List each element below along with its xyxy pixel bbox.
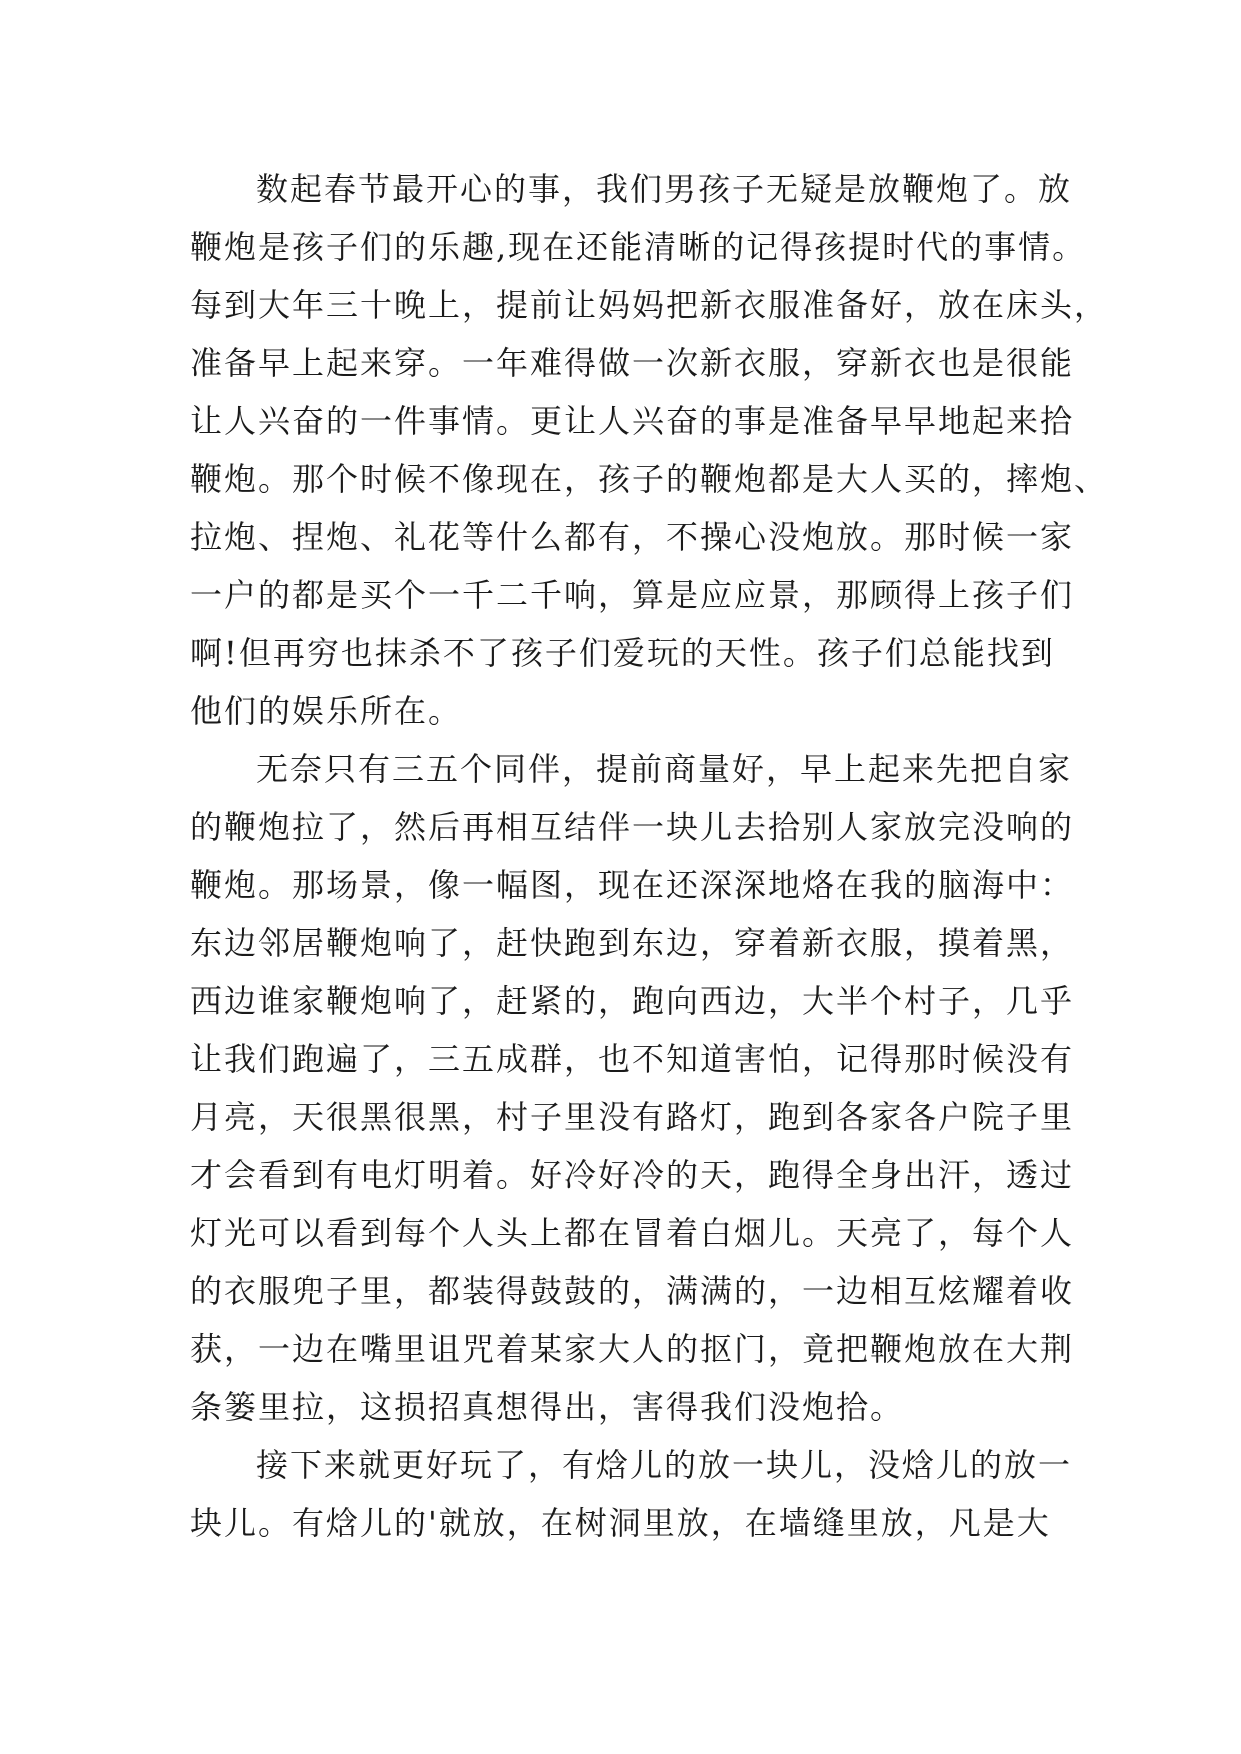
- text-line: 条篓里拉，这损招真想得出，害得我们没炮拾。: [190, 1388, 905, 1426]
- text-line: 一户的都是买个一千二千响，算是应应景，那顾得上孩子们: [190, 576, 1075, 614]
- text-line: 块儿。有焓儿的'就放，在树洞里放，在墙缝里放，凡是大: [190, 1504, 1051, 1542]
- text-line: 的鞭炮拉了，然后再相互结伴一块儿去拾别人家放完没响的: [190, 808, 1075, 846]
- text-line: 啊!但再穷也抹杀不了孩子们爱玩的天性。孩子们总能找到: [190, 634, 1055, 672]
- text-line: 获，一边在嘴里诅咒着某家大人的抠门，竟把鞭炮放在大荆: [190, 1330, 1075, 1368]
- text-line: 数起春节最开心的事，我们男孩子无疑是放鞭炮了。放: [256, 170, 1073, 208]
- text-line: 接下来就更好玩了，有焓儿的放一块儿，没焓儿的放一: [256, 1446, 1073, 1484]
- text-line: 鞭炮。那场景，像一幅图，现在还深深地烙在我的脑海中：: [190, 866, 1075, 904]
- text-line: 东边邻居鞭炮响了，赶快跑到东边，穿着新衣服，摸着黑，: [190, 924, 1075, 962]
- text-line: 鞭炮。那个时候不像现在，孩子的鞭炮都是大人买的，摔炮、: [190, 460, 1109, 498]
- text-line: 鞭炮是孩子们的乐趣,现在还能清晰的记得孩提时代的事情。: [190, 228, 1087, 266]
- text-line: 准备早上起来穿。一年难得做一次新衣服，穿新衣也是很能: [190, 344, 1075, 382]
- article-body: [190, 160, 1109, 1552]
- text-line: 的衣服兜子里，都装得鼓鼓的，满满的，一边相互炫耀着收: [190, 1272, 1075, 1310]
- text-line: 无奈只有三五个同伴，提前商量好，早上起来先把自家: [256, 750, 1073, 788]
- text-line: 月亮，天很黑很黑，村子里没有路灯，跑到各家各户院子里: [190, 1098, 1075, 1136]
- text-line: 让人兴奋的一件事情。更让人兴奋的事是准备早早地起来拾: [190, 402, 1075, 440]
- text-line: 拉炮、捏炮、礼花等什么都有，不操心没炮放。那时候一家: [190, 518, 1075, 556]
- text-line: 西边谁家鞭炮响了，赶紧的，跑向西边，大半个村子，几乎: [190, 982, 1075, 1020]
- text-line: 灯光可以看到每个人头上都在冒着白烟儿。天亮了，每个人: [190, 1214, 1075, 1252]
- text-line: 每到大年三十晚上，提前让妈妈把新衣服准备好，放在床头，: [190, 286, 1109, 324]
- text-line: 让我们跑遍了，三五成群，也不知道害怕，记得那时候没有: [190, 1040, 1075, 1078]
- text-line: 他们的娱乐所在。: [190, 692, 463, 730]
- text-line: 才会看到有电灯明着。好冷好冷的天，跑得全身出汗，透过: [190, 1156, 1075, 1194]
